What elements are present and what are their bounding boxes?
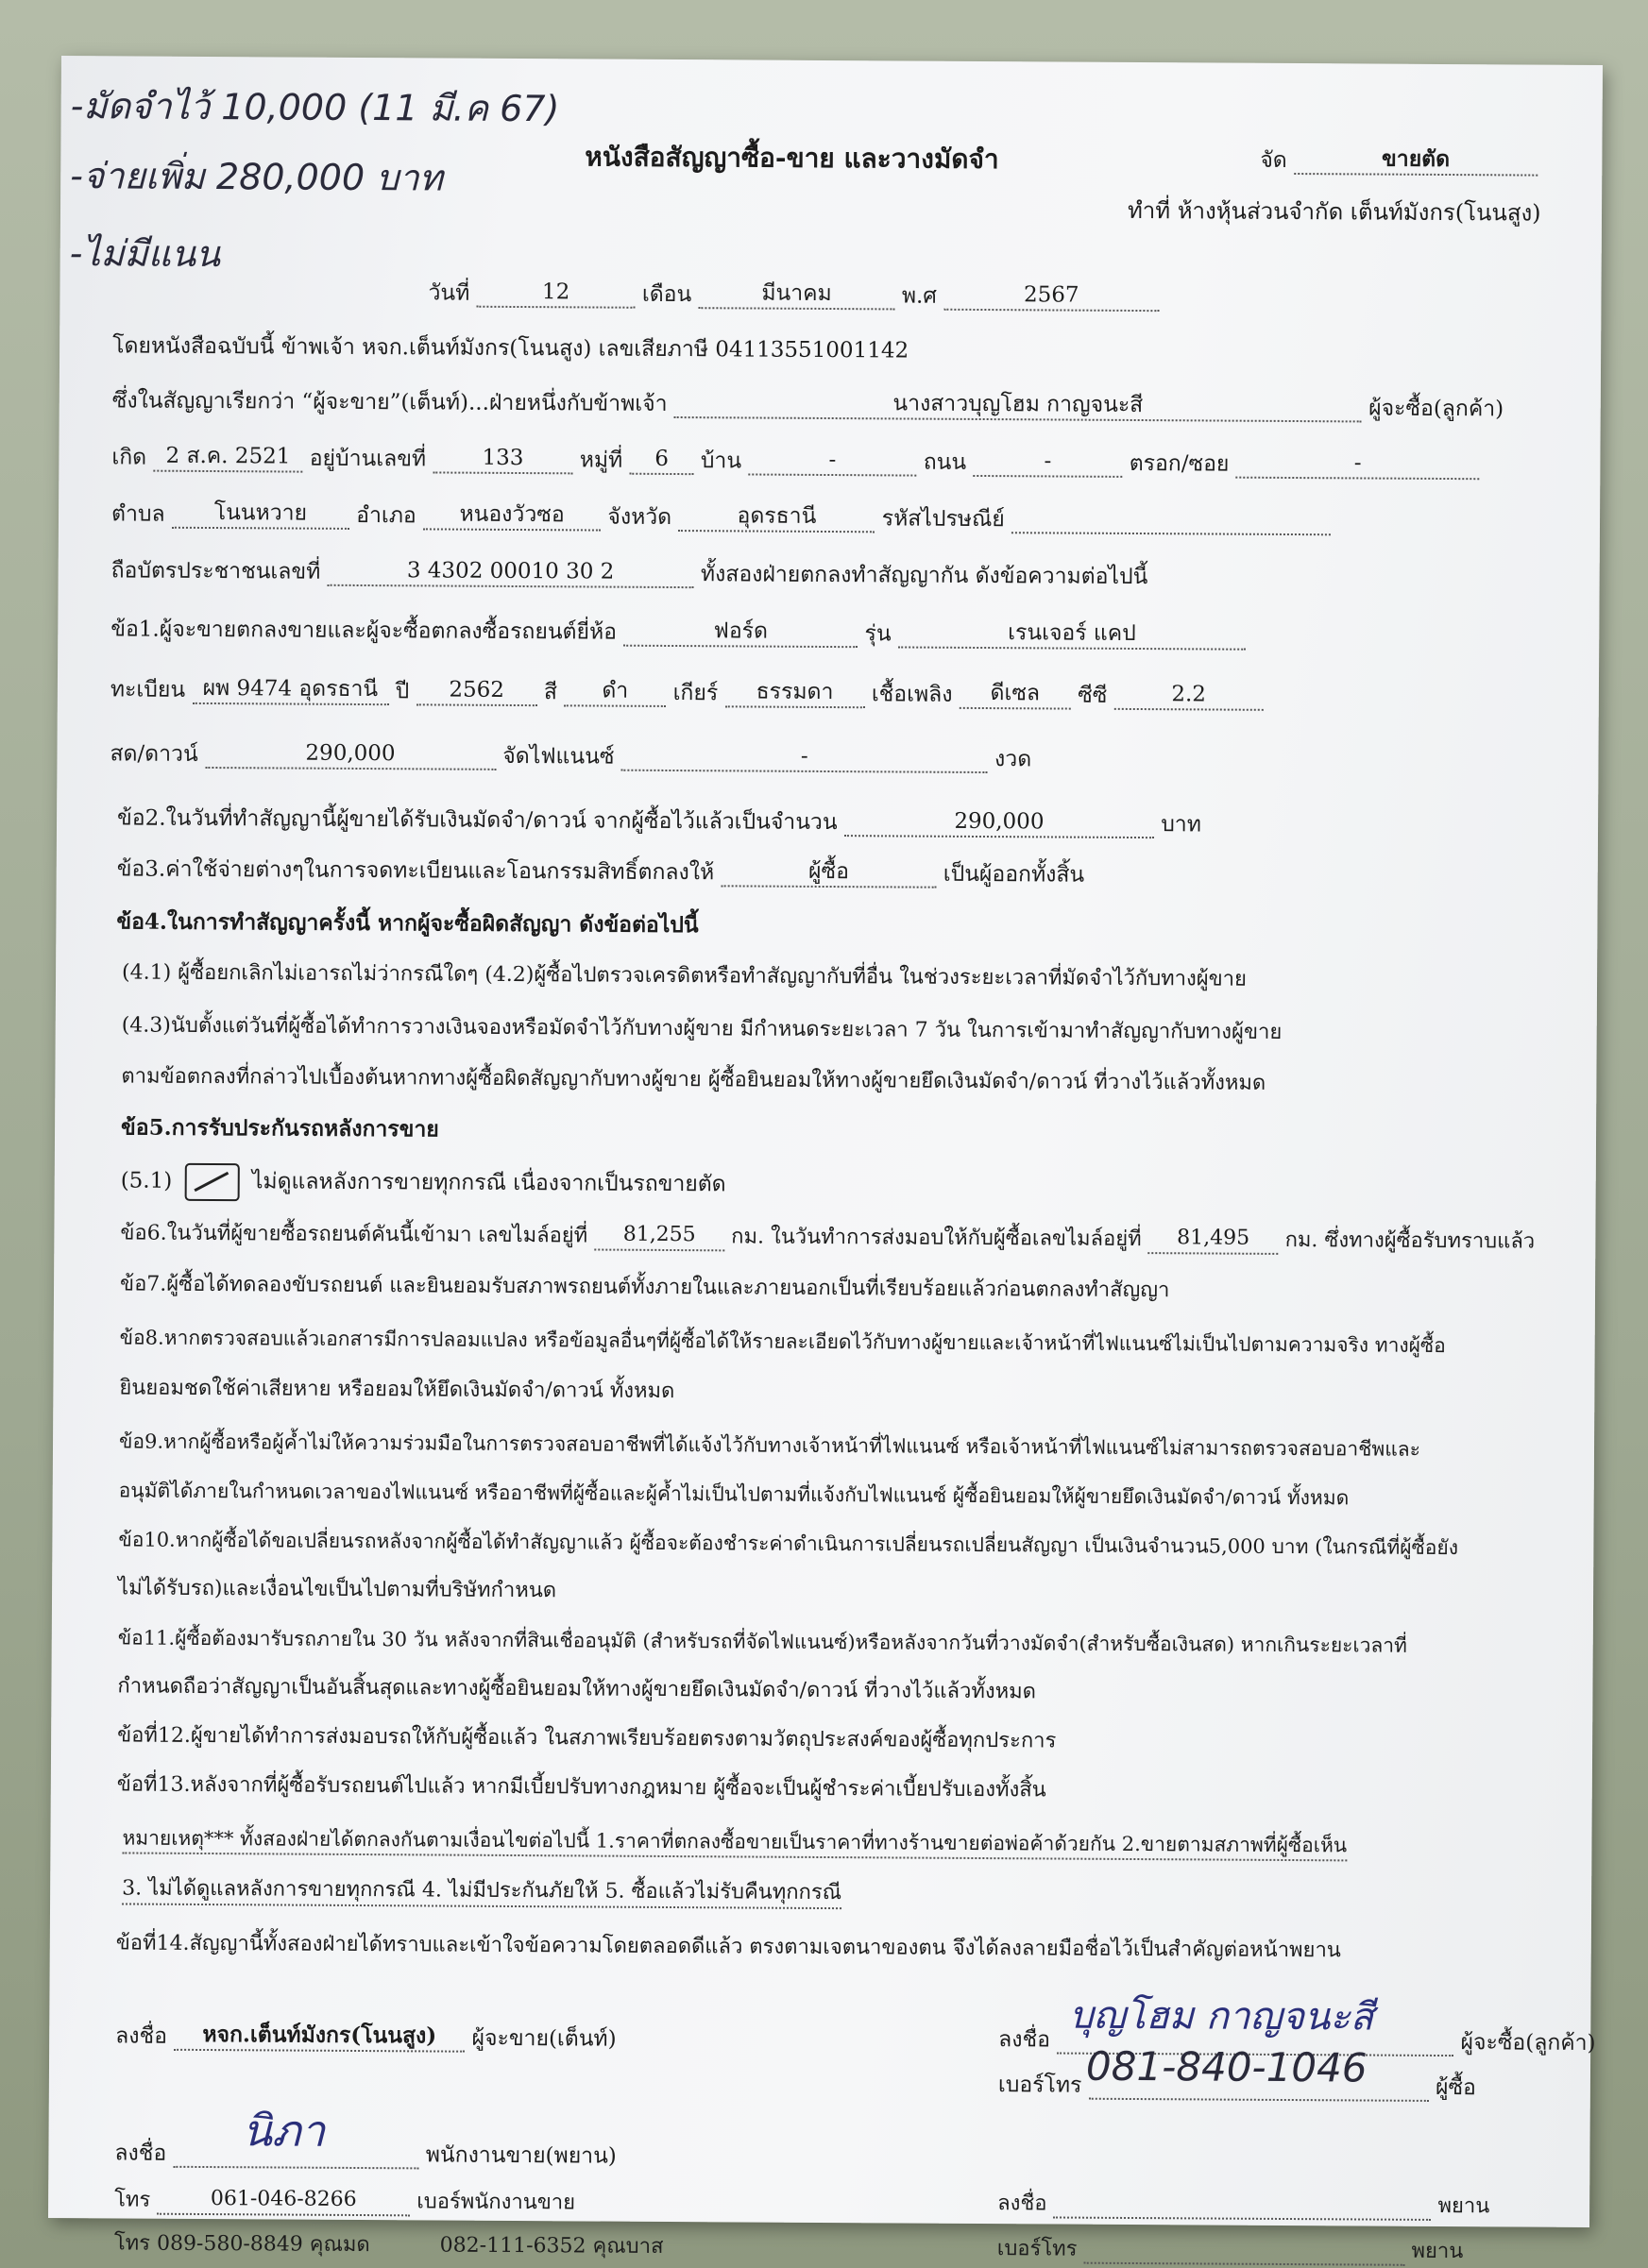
reg-value: ผพ 9474 อุดรธานี xyxy=(192,674,388,705)
id-value: 3 4302 00010 30 2 xyxy=(328,556,694,588)
staff-sign-row xyxy=(114,2139,617,2170)
month-label: เดือน xyxy=(641,281,692,308)
seller-sign-row xyxy=(115,2020,617,2053)
contact-2: 082-111-6352 คุณบาส xyxy=(439,2233,664,2259)
address-row xyxy=(111,441,1480,480)
model-value: เรนเจอร์ แคป xyxy=(898,618,1246,650)
clause-6-b: กม. ในวันทำการส่งมอบให้กับผู้ซื้อเลขไมล์อยู่ที่ xyxy=(731,1225,1142,1252)
clause-5-title: ข้อ5.การรับประกันรถหลังการขาย xyxy=(120,1114,439,1142)
id-row xyxy=(111,554,1148,591)
buyer-phone-label: เบอร์โทร xyxy=(997,2073,1082,2098)
clause-4-3a: (4.3)นับตั้งแต่วันที่ผู้ซื้อได้ทำการวางเงินจองหรือมัดจำไว้กับทางผู้ขาย มีกำหนดระยะเวลา 7 วัน ในการเข้ามาทำสัญญากับทางผู้ขาย xyxy=(121,1013,1283,1044)
buyer-label: ผู้จะซื้อ(ลูกค้า) xyxy=(1368,396,1504,422)
tambon-value: โนนหวาย xyxy=(172,499,349,530)
clause-9a: ข้อ9.หากผู้ซื้อหรือผู้ค้ำไม่ให้ความร่วมมือในการตรวจสอบอาชีพที่ได้แจ้งไว้กับทางเจ้าหน้าที่ไฟแนนซ์ หรือเจ้าหน้าที่ไฟแนนซ์ไม่สามารถตรวจสอบอาชีพและ xyxy=(118,1430,1421,1461)
clause-3-text: ข้อ3.ค่าใช้จ่ายต่างๆในการจดทะเบียนและโอนกรรมสิทธิ์ตกลงให้ xyxy=(116,856,715,886)
date-row xyxy=(428,277,1159,312)
clause-13: ข้อที่13.หลังจากที่ผู้ซื้อรับรถยนต์ไปแล้ว หากมีเบี้ยปรับทางกฎหมาย ผู้ซื้อจะเป็นผู้ชำระค่าเบี้ยปรับเองทั้งสิ้น xyxy=(116,1772,1046,1803)
seller-role: ผู้จะขาย(เต็นท์) xyxy=(471,2025,617,2052)
month-value: มีนาคม xyxy=(698,279,894,310)
province-value: อุดรธานี xyxy=(678,501,875,533)
staff-phone-row xyxy=(114,2184,575,2217)
id-after: ทั้งสองฝ่ายตกลงทำสัญญากัน ดังข้อความต่อไปนี้ xyxy=(700,562,1148,590)
reg-label: ทะเบียน xyxy=(110,677,186,702)
road-label: ถนน xyxy=(923,449,967,475)
cash-value: 290,000 xyxy=(205,738,496,770)
year-value: 2567 xyxy=(943,280,1159,312)
remark-line-2: 3. ไม่ได้ดูแลหลังการขายทุกกรณี 4. ไม่มีประกันภัยให้ 5. ซื้อแล้วไม่รับคืนทุกกรณี xyxy=(122,1874,841,1909)
seller-sign-label: ลงชื่อ xyxy=(115,2023,168,2049)
handwritten-note-2: -จ่ายเพิ่ม 280,000 บาท xyxy=(70,155,443,199)
mileage-in-value: 81,255 xyxy=(594,1221,724,1252)
postal-label: รหัสไปรษณีย์ xyxy=(881,506,1005,533)
day-value: 12 xyxy=(477,278,636,309)
sale-type-value: ขายตัด xyxy=(1294,144,1538,177)
handwritten-note-3: -ไม่มีแนน xyxy=(69,232,221,276)
born-label: เกิด xyxy=(111,445,147,470)
clause-11b: กำหนดถือว่าสัญญาเป็นอันสิ้นสุดและทางผู้ซื้อยินยอมให้ทางผู้ขายยึดเงินมัดจำ/ดาวน์ ที่วางไว้แล้วทั้งหมด xyxy=(117,1674,1037,1704)
buyer-role: ผู้จะซื้อ(ลูกค้า) xyxy=(1460,2030,1596,2056)
buyer-signature: บุญโฮม กาญจนะสี xyxy=(1069,1993,1374,2040)
clause-4-3b: ตามข้อตกลงที่กล่าวไปเบื้องต้นหากทางผู้ซื้อผิดสัญญากับทางผู้ขาย ผู้ซื้อยินยอมให้ทางผู้ขายยึดเงินมัดจำ/ดาวน์ ที่วางไว้แล้วทั้งหมด xyxy=(121,1064,1266,1095)
gear-value: ธรรมดา xyxy=(724,677,864,708)
year-label: พ.ศ xyxy=(901,283,938,309)
check-mark-icon xyxy=(194,1172,229,1192)
clause-3-after: เป็นผู้ออกทั้งสิ้น xyxy=(943,861,1085,888)
document-title: หนังสือสัญญาซื้อ-ขาย และวางมัดจำ xyxy=(585,141,999,176)
witness-sign-row xyxy=(997,2190,1489,2221)
soi-label: ตรอก/ซอย xyxy=(1129,450,1230,477)
contact-1: โทร 089-580-8849 คุณมด xyxy=(113,2231,370,2258)
brand-value: ฟอร์ด xyxy=(623,617,858,649)
moo-value: 6 xyxy=(629,445,693,475)
registration-row xyxy=(110,673,1264,710)
clause-14: ข้อที่14.สัญญานี้ทั้งสองฝ่ายได้ทราบและเข้าใจข้อความโดยตลอดดีแล้ว ตรงตามเจตนาของตน จึงได้ลงลายมือชื่อไว้เป็นสำคัญต่อหน้าพยาน xyxy=(115,1931,1341,1963)
contact-row xyxy=(114,2229,664,2261)
staff-sign-label: ลงชื่อ xyxy=(114,2141,167,2166)
mileage-out-value: 81,495 xyxy=(1148,1224,1279,1255)
model-label: รุ่น xyxy=(864,621,892,647)
day-label: วันที่ xyxy=(428,280,470,306)
fuel-label: เชื้อเพลิง xyxy=(871,682,953,707)
clause-5-1-text: ไม่ดูแลหลังการขายทุกกรณี เนื่องจากเป็นรถขายตัด xyxy=(251,1169,726,1197)
witness-phone-label: เบอร์โทร xyxy=(996,2237,1078,2261)
place-line: ทำที่ ห้างหุ้นส่วนจำกัด เต็นท์มังกร(โนนสูง) xyxy=(1127,196,1541,227)
staff-phone-value: 061-046-8266 xyxy=(157,2185,410,2217)
deposit-unit: บาท xyxy=(1161,812,1202,838)
finance-label: จัดไฟแนนซ์ xyxy=(502,743,615,770)
witness-phone-row xyxy=(997,2235,1464,2266)
clause-11a: ข้อ11.ผู้ซื้อต้องมารับรถภายใน 30 วัน หลังจากที่สินเชื่ออนุมัติ (สำหรับรถที่จัดไฟแนนซ์)หรือหลังจากวันที่วางมัดจำ(สำหรับซื้อเงินสด) หากเกินระยะเวลาที่ xyxy=(117,1626,1408,1657)
clause-8b: ยินยอมชดใช้ค่าเสียหาย หรือยอมให้ยึดเงินมัดจำ/ดาวน์ ทั้งหมด xyxy=(119,1376,675,1404)
tambon-label: ตำบล xyxy=(110,501,165,527)
clause-6-a: ข้อ6.ในวันที่ผู้ขายซื้อรถยนต์คันนี้เข้ามา เลขไมล์อยู่ที่ xyxy=(120,1221,588,1248)
buyer-sign-label: ลงชื่อ xyxy=(998,2027,1051,2053)
witness-sign-label: ลงชื่อ xyxy=(997,2192,1047,2216)
moo-label: หมู่ที่ xyxy=(579,448,623,473)
clause-8a: ข้อ8.หากตรวจสอบแล้วเอกสารมีการปลอมแปลง หรือข้อมูลอื่นๆที่ผู้ซื้อได้ให้รายละเอียดไว้กับทางผู้ขายและเจ้าหน้าที่ไฟแนนซ์ไม่เป็นไปตามความจริง ทางผู้ซื้อ xyxy=(119,1326,1446,1358)
car-year-value: 2562 xyxy=(416,675,537,706)
handwritten-note-1: -มัดจำไว้ 10,000 (11 มี.ค 67) xyxy=(70,85,560,130)
car-year-label: ปี xyxy=(395,679,410,704)
village-value: - xyxy=(748,445,916,476)
buyer-name-value: นางสาวบุญโฮม กาญจนะสี xyxy=(674,388,1362,422)
clause-6-c: กม. ซึ่งทางผู้ซื้อรับทราบแล้ว xyxy=(1284,1227,1536,1254)
clause-3-party: ผู้ซื้อ xyxy=(721,856,936,888)
amphoe-value: หนองวัวซอ xyxy=(423,499,601,531)
house-value: 133 xyxy=(433,443,572,474)
witness-phone-blank xyxy=(1083,2238,1404,2266)
district-row xyxy=(111,498,1331,535)
cc-label: ซีซี xyxy=(1078,683,1108,708)
clause-10a: ข้อ10.หากผู้ซื้อได้ขอเปลี่ยนรถหลังจากผู้ซื้อได้ทำสัญญาแล้ว ผู้ซื้อจะต้องชำระค่าดำเนินการเปลี่ยนรถเปลี่ยนสัญญา เป็นเงินจำนวน5,000 บาท (ในกรณีที่ผู้ซื้อยัง xyxy=(118,1528,1459,1560)
clause-12: ข้อที่12.ผู้ขายได้ทำการส่งมอบรถให้กับผู้ซื้อแล้ว ในสภาพเรียบร้อยตรงตามวัตถุประสงค์ของผู้ซื้อทุกประการ xyxy=(117,1723,1057,1753)
seller-buyer-row xyxy=(112,384,1504,423)
buyer-phone-role: ผู้ซื้อ xyxy=(1435,2074,1477,2101)
postal-value xyxy=(1011,505,1331,535)
buyer-phone-handwritten: 081-840-1046 xyxy=(1085,2042,1368,2091)
cash-label: สด/ดาวน์ xyxy=(110,741,198,767)
witness-phone-role: พยาน xyxy=(1411,2239,1464,2264)
witness-sign-blank xyxy=(1053,2192,1431,2220)
payment-row xyxy=(110,737,1031,773)
fuel-value: ดีเซล xyxy=(960,679,1071,710)
village-label: บ้าน xyxy=(700,449,742,474)
clause-1-row xyxy=(110,613,1246,650)
clause-1-text: ข้อ1.ผู้จะขายตกลงขายและผู้จะซื้อตกลงซื้อรถยนต์ยี่ห้อ xyxy=(110,617,618,645)
clause-5-1-row xyxy=(121,1162,726,1204)
staff-phone-role: เบอร์พนักงานขาย xyxy=(416,2190,576,2215)
color-value: ดำ xyxy=(564,676,666,707)
staff-sign-blank xyxy=(173,2141,418,2170)
soi-value: - xyxy=(1236,449,1480,481)
province-label: จังหวัด xyxy=(607,504,672,530)
clause-9b: อนุมัติได้ภายในกำหนดเวลาของไฟแนนซ์ หรืออาชีพที่ผู้ซื้อและผู้ค้ำไม่เป็นไปตามที่แจ้งกับไฟแนนซ์ ผู้ซื้อยินยอมให้ผู้ขายยึดเงินมัดจำ/ดาวน์ ทั้งหมด xyxy=(118,1479,1350,1510)
finance-value: - xyxy=(621,741,988,773)
clause-2-text: ข้อ2.ในวันที่ทำสัญญานี้ผู้ขายได้รับเงินมัดจำ/ดาวน์ จากผู้ซื้อไว้แล้วเป็นจำนวน xyxy=(116,805,838,836)
clause-2-row xyxy=(117,802,1201,838)
house-label: อยู่บ้านเลขที่ xyxy=(309,446,427,472)
staff-signature: นิภา xyxy=(242,2105,326,2157)
tel-label: โทร xyxy=(114,2188,151,2212)
clause-5-1-prefix: (5.1) xyxy=(120,1168,173,1193)
color-label: สี xyxy=(543,680,558,705)
id-label: ถือบัตรประชาชนเลขที่ xyxy=(110,558,321,584)
witness-role: พยาน xyxy=(1437,2193,1490,2219)
amphoe-label: อำเภอ xyxy=(356,502,416,529)
clause-7: ข้อ7.ผู้ซื้อได้ทดลองขับรถยนต์ และยินยอมรับสภาพรถยนต์ทั้งภายในและภายนอกเป็นที่เรียบร้อยแล้วก่อนตกลงทำสัญญา xyxy=(119,1272,1170,1303)
intro-line: โดยหนังสือฉบับนี้ ข้าพเจ้า หจก.เต็นท์มังกร(โนนสูง) เลขเสียภาษี 04113551001142 xyxy=(112,333,909,364)
gear-label: เกียร์ xyxy=(672,681,719,706)
remark-line-1: หมายเหตุ*** ทั้งสองฝ่ายได้ตกลงกันตามเงื่อนไขต่อไปนี้ 1.ราคาที่ตกลงซื้อขายเป็นราคาที่ทางร้านขายต่อพ่อค้าด้วยกัน 2.ขายตามสภาพที่ผู้ซื้อเห็น xyxy=(122,1823,1347,1861)
deposit-amount: 290,000 xyxy=(844,806,1154,838)
born-value: 2 ส.ค. 2521 xyxy=(153,442,302,473)
clause-6-row xyxy=(120,1217,1535,1256)
clause-3-row xyxy=(117,853,1085,889)
seller-text: ซึ่งในสัญญาเรียกว่า “ผู้จะขาย”(เต็นท์)...ฝ่ายหนึ่งกับข้าพเจ้า xyxy=(111,388,668,416)
clause-10b: ไม่ได้รับรถ)และเงื่อนไขเป็นไปตามที่บริษัทกำหนด xyxy=(118,1576,557,1603)
no-warranty-checkbox[interactable] xyxy=(184,1163,239,1201)
clause-4-title: ข้อ4.ในการทำสัญญาครั้งนี้ หากผู้จะซื้อผิดสัญญา ดังข้อต่อไปนี้ xyxy=(116,908,699,939)
cc-value: 2.2 xyxy=(1114,680,1264,711)
road-value: - xyxy=(973,447,1122,478)
clause-4-1: (4.1) ผู้ซื้อยกเลิกไม่เอารถไม่ว่ากรณีใดๆ (4.2)ผู้ซื้อไปตรวจเครดิตหรือทำสัญญากับที่อื่น ในช่วงระยะเวลาที่มัดจำไว้กับทางผู้ขาย xyxy=(122,960,1248,991)
staff-role: พนักงานขาย(พยาน) xyxy=(425,2142,617,2169)
seller-name-value: หจก.เต็นท์มังกร(โนนสูง) xyxy=(174,2021,465,2053)
installment-label: งวด xyxy=(994,747,1032,772)
sale-type-label: จัด xyxy=(1260,147,1287,173)
contract-paper xyxy=(48,56,1603,2264)
sale-type-row xyxy=(1260,144,1538,177)
